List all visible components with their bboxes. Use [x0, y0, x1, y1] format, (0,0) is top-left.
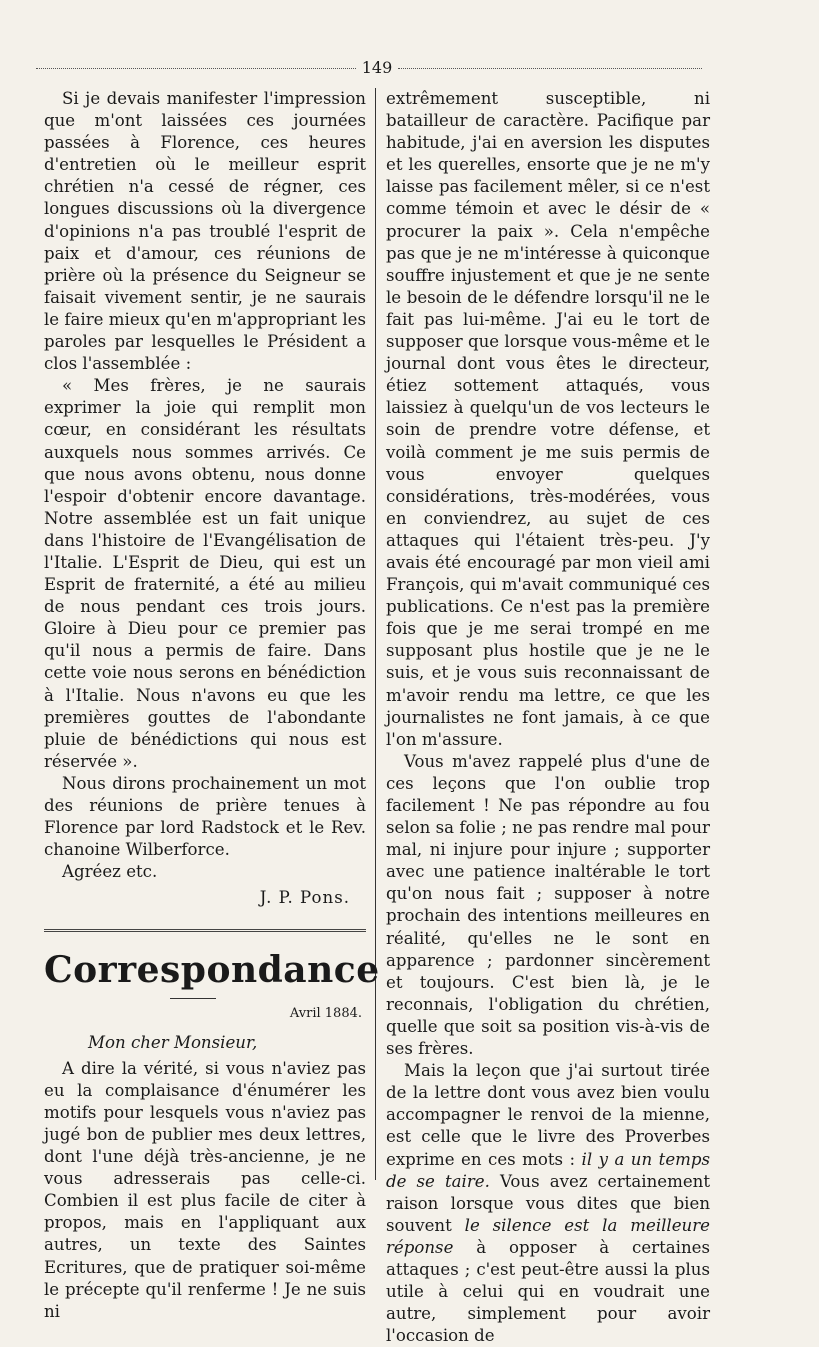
silence-quote: le silence est la meilleure réponse: [386, 1215, 710, 1257]
signature: J. P. Pons.: [259, 888, 350, 908]
paragraph-letter-opening: A dire la vérité, si vous n'aviez pas eu la complaisance d'énumérer les motifs pour lesquels vous n'aviez pas jugé bon de publier mes deux lettres, dont l'une déjà très-ancienne, je ne vous adresserais pas celle-ci. Combien il est plus facile de citer à propos, mais en l'appliquant aux autres, un texte des Saintes Ecritures, que de pratiquer soi-même le précepte qu'il renferme ! Je ne suis ni: [44, 1058, 366, 1321]
paragraph-proverbs: [386, 1060, 710, 1347]
page-number: 149: [361, 58, 393, 77]
proverbs-text-mid: Vous avez certainement raison lorsque vous dites que bien souvent: [386, 1171, 710, 1235]
page-header: [0, 56, 819, 80]
paragraph-prayer-meetings: Nous dirons prochainement un mot des réunions de prière tenues à Florence par lord Radstock et le Rev. chanoine Wilberforce.: [44, 773, 366, 860]
dateline: Avril 1884.: [289, 1006, 362, 1022]
section-rule: [44, 929, 366, 932]
proverbs-text-end: à opposer à certaines attaques ; c'est peut-être aussi la plus utile à celui qui en voudrait une autre, simplement pour avoir l'occasion de: [386, 1237, 710, 1346]
paragraph-president-quote: « Mes frères, je ne saurais exprimer la joie qui remplit mon cœur, en considérant les résultats auxquels nous sommes arrivés. Ce que nous avons obtenu, nous donne l'espoir d'obtenir encore davantage. Notre assemblée est un fait unique dans l'histoire de l'Evangélisation de l'Italie. L'Esprit de Dieu, qui est un Esprit de fraternité, a été au milieu de nous pendant ces trois jours. Gloire à Dieu pour ce premier pas qu'il nous a permis de faire. Dans cette voie nous serons en bénédiction à l'Italie. Nous n'avons eu que les premières gouttes de l'abondante pluie de bénédictions qui nous est réservée ».: [44, 376, 366, 771]
right-column: [386, 88, 710, 1347]
proverb-quote: il y a un temps de se taire.: [386, 1149, 711, 1191]
paragraph-closing: Agréez etc.: [62, 862, 158, 882]
title-dash: [170, 998, 216, 999]
header-rule-left: [36, 68, 356, 69]
proverbs-text-start: Mais la leçon que j'ai surtout tirée de la lettre dont vous avez bien voulu accompagner le renvoi de la mienne, est celle que le livre des Proverbes exprime en ces mots :: [386, 1061, 710, 1169]
header-rule-right: [398, 68, 702, 69]
section-title: Correspondance: [44, 949, 380, 992]
paragraph-lessons: Vous m'avez rappelé plus d'une de ces leçons que l'on oublie trop facilement ! Ne pas répondre au fou selon sa folie ; ne pas rendre mal pour mal, ni injure pour injure ; supporter avec une patience inaltérable le tort qu'on nous fait ; supposer à notre prochain des intentions meilleures en réalité, qu'elles ne le sont en apparence ; pardonner sincèrement et toujours. C'est bien là, je le reconnais, l'obligation du chrétien, quelle que soit sa position vis-à-vis de ses frères.: [386, 751, 710, 1059]
left-column: [44, 88, 380, 1323]
paragraph-letter-continued: extrêmement susceptible, ni batailleur de caractère. Pacifique par habitude, j'ai en aversion les disputes et les querelles, ensorte que je ne m'y laisse pas facilement mêler, si ce n'est comme témoin et avec le désir de « procurer la paix ». Cela n'empêche pas que je ne m'intéresse à quiconque souffre injustement et que je ne sente le besoin de le défendre lorsqu'il ne le fait pas lui-même. J'ai eu le tort de supposer que lorsque vous-même et le journal dont vous êtes le directeur, étiez sottement attaqués, vous laissiez à quelqu'un de vos lecteurs le soin de prendre votre défense, et voilà comment je me suis permis de vous envoyer quelques considérations, très-modérées, vous en conviendrez, au sujet de ces attaques qui l'étaient très-peu. J'y avais été encouragé par mon vieil ami François, qui m'avait communiqué ces publications. Ce n'est pas la première fois que je me serai trompé en me supposant plus hostile que je ne le suis, et je vous suis reconnaissant de m'avoir rendu ma lettre, ce que les journalistes ne font jamais, à ce que l'on m'assure.: [386, 89, 710, 749]
salutation: Mon cher Monsieur,: [88, 1032, 258, 1052]
paragraph-florence-impression: Si je devais manifester l'impression que m'ont laissées ces journées passées à Florence, ces heures d'entretien où le meilleur esprit chrétien n'a cessé de régner, ces longues discussions où la divergence d'opinions n'a pas troublé l'esprit de paix et d'amour, ces réunions de prière où la présence du Seigneur se faisait vivement sentir, je ne saurais le faire mieux qu'en m'appropriant les paroles par lesquelles le Président a clos l'assemblée :: [44, 89, 366, 374]
column-divider: [375, 88, 376, 1180]
